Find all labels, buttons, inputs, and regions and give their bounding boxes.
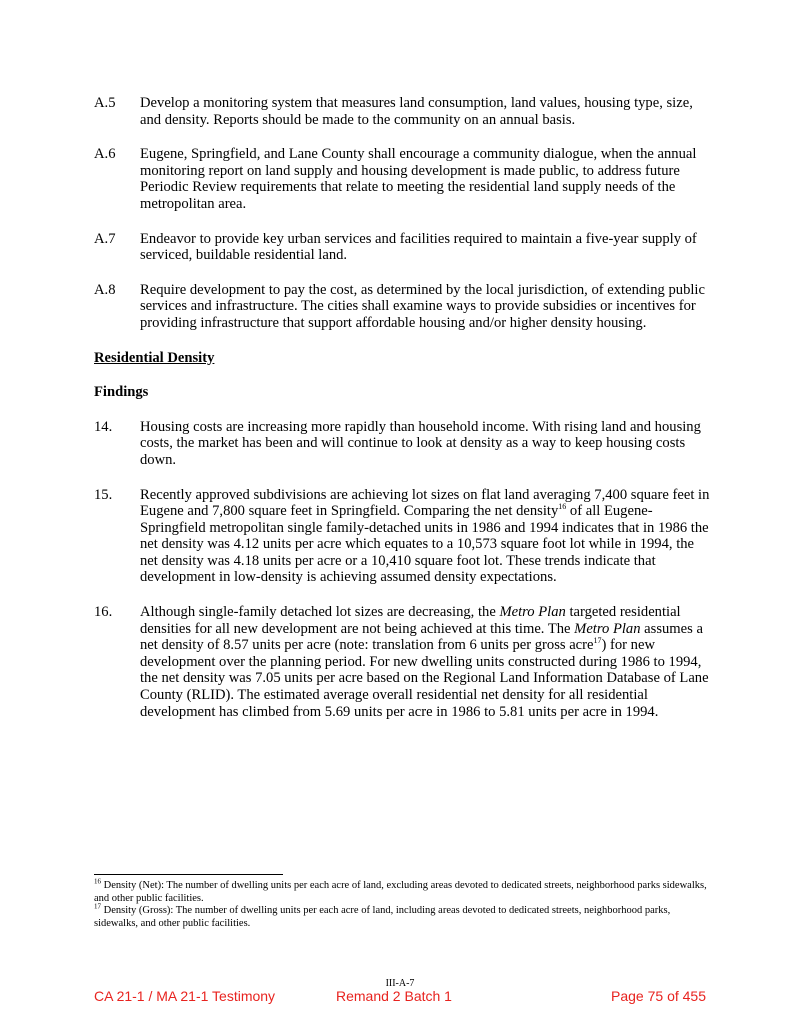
finding-text-part: assumes a net density of 8.57 units per acre (note: translation from 6 units per gross acre bbox=[140, 620, 703, 654]
finding-text bbox=[140, 604, 712, 720]
footnote bbox=[94, 877, 712, 905]
footnote-text: Density (Gross): The number of dwelling units per each acre of land, including areas devoted to dedicated streets, neighborhood parks, sidewalks, and other public facilities. bbox=[94, 905, 671, 929]
page-number: III-A-7 bbox=[385, 978, 415, 989]
main-content bbox=[94, 95, 712, 738]
policy-text: Endeavor to provide key urban services and facilities required to maintain a five-year supply of serviced, buildable residential land. bbox=[140, 230, 697, 264]
finding-text-part: Recently approved subdivisions are achieving lot sizes on flat land averaging 7,400 square feet in Eugene and 7,800 square feet in Springfield. Comparing the net density bbox=[140, 486, 710, 520]
finding-item bbox=[94, 604, 712, 720]
footnote bbox=[94, 902, 712, 930]
finding-text-part: Although single-family detached lot sizes are decreasing, the bbox=[140, 604, 500, 621]
finding-text-part: targeted residential densities for all new development are not being achieved at this time. The bbox=[140, 604, 681, 637]
footer-testimony-label: CA 21-1 / MA 21-1 Testimony bbox=[94, 988, 276, 1004]
footnote-reference: 16 bbox=[558, 502, 567, 512]
footnote-marker: 16 bbox=[94, 877, 101, 886]
finding-item bbox=[94, 419, 712, 469]
policy-item bbox=[94, 282, 712, 332]
footer-page-count: Page 75 of 455 bbox=[611, 988, 706, 1004]
finding-number: 14. bbox=[94, 418, 113, 435]
footnote-divider bbox=[94, 874, 283, 875]
finding-text bbox=[140, 487, 712, 587]
policy-number: A.6 bbox=[94, 146, 116, 163]
footer-batch-label: Remand 2 Batch 1 bbox=[336, 988, 452, 1004]
policy-number: A.5 bbox=[94, 95, 116, 111]
footer bbox=[94, 988, 706, 1008]
policy-number: A.7 bbox=[94, 230, 116, 247]
policy-item bbox=[94, 95, 712, 128]
finding-text: Housing costs are increasing more rapidly than household income. With rising land and housing costs, the market has been and will continue to look at density as a way to keep housing costs down. bbox=[140, 418, 701, 468]
policy-text: Require development to pay the cost, as determined by the local jurisdiction, of extending public services and infrastructure. The cities shall examine ways to provide subsidies or incentives for providing infrastructure that support affordable housing and/or higher density housing. bbox=[140, 281, 705, 331]
plan-title-italic: Metro Plan bbox=[499, 604, 566, 621]
footnote-reference: 17 bbox=[593, 636, 602, 646]
footnote-text: Density (Net): The number of dwelling units per each acre of land, excluding areas devoted to dedicated streets, neighborhood parks sidewalks, and other public facilities. bbox=[94, 880, 707, 904]
policy-text: Develop a monitoring system that measures land consumption, land values, housing type, size, and density. Reports should be made to the community on an annual basis. bbox=[140, 95, 693, 128]
policy-number: A.8 bbox=[94, 281, 116, 298]
findings-heading: Findings bbox=[94, 384, 149, 401]
finding-number: 15. bbox=[94, 486, 113, 503]
policy-item bbox=[94, 231, 712, 264]
finding-item bbox=[94, 487, 712, 587]
policy-text: Eugene, Springfield, and Lane County shall encourage a community dialogue, when the annual monitoring report on land supply and housing development is made public, to address future Periodic Review requirements that relate to meeting the residential land supply needs of the metropolitan area. bbox=[140, 146, 697, 212]
finding-number: 16. bbox=[94, 604, 113, 621]
footnote-marker: 17 bbox=[94, 902, 101, 911]
footnotes bbox=[94, 877, 712, 930]
finding-text-part: of all Eugene-Springfield metropolitan single family-detached units in 1986 and 1994 indicates that in 1986 the net density was 4.12 units per acre which equates to a 10,573 square foot lot while in 1994, the net density was 4.18 units per acre or a 10,410 square foot lot. These trends indicate that development in low-density is achieving assumed density expectations. bbox=[140, 503, 709, 586]
plan-title-italic: Metro Plan bbox=[574, 620, 641, 637]
finding-text-part: ) for new development over the planning period. For new dwelling units constructed during 1986 to 1994, the net density was 7.05 units per acre based on the Regional Land Information Database of Lane County (RLID). The estimated average overall residential net density for all residential development has climbed from 5.69 units per acre in 1986 to 5.81 units per acre in 1994. bbox=[140, 637, 709, 720]
policy-item bbox=[94, 146, 712, 212]
section-heading: Residential Density bbox=[94, 349, 215, 366]
